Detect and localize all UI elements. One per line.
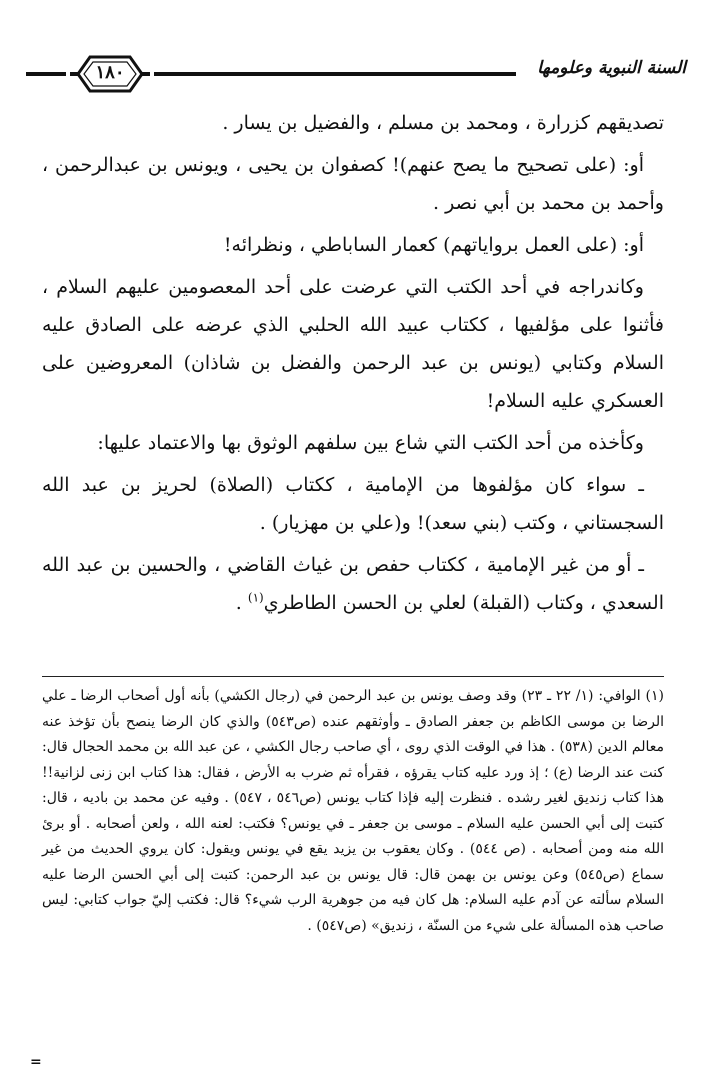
footnote (42, 684, 664, 939)
main-text (42, 104, 664, 626)
page-number: ١٨٠ (95, 62, 125, 83)
running-title: السنة النبوية وعلومها (537, 58, 686, 78)
footnote-text: (١) الوافي: (١/ ٢٢ ـ ٢٣) وقد وصف يونس بن عبد الرحمن في (رجال الكشي) بأنه أول أصحاب الرضا ـ علي الرضا بن موسى الكاظم بن جعفر الصادق ـ وأوثقهم عنده (ص٥٤٣) والذي كان الرضا ينصح بأن تؤخذ عنه معالم الدين (٥٣٨) . هذا في الوقت الذي روى ، أي صاحب رجال الكشي ، عن عبد الله بن محمد الحجال قال: كنت عند الرضا (ع) ؛ إذ ورد عليه كتاب يقرؤه ، فقرأه ثم ضرب به الأرض ، فقال: هذا كتاب ابن زنى لزانية!! هذا كتاب زنديق لغير رشده . فنظرت إليه فإذا كتاب يونس (ص٥٤٦ ، ٥٤٧) . وفيه عن محمد بن باديه ، قال: كتبت إلى أبي الحسن عليه السلام ـ موسى بن جعفر ـ في يونس؟ فكتب: لعنه الله ، ولعن أصحابه . أو برئ الله منه ومن أصحابه . (ص ٥٤٤) . وكان يعقوب بن يزيد يقع في يونس ويقول: كان يروي الحديث من غير سماع (ص٥٤٥) وعن يونس بن بهمن قال: قال يونس بن عبد الرحمن: كتبت إلى أبي الحسن الرضا عليه السلام سألته عن آدم عليه السلام: هل كان فيه من جوهرية الرب شيء؟ قال: فكتب إليّ جواب كتابي: ليس صاحب هذه المسألة على شيء من السنّة ، زنديق» (ص٥٤٧) . (42, 688, 665, 934)
footnote-separator (42, 676, 664, 677)
paragraph-text: ـ أو من غير الإمامية ، ككتاب حفص بن غياث القاضي ، والحسين بن عبد الله السعدي ، وكتاب (القبلة) لعلي بن الحسن الطاطري (42, 554, 664, 614)
paragraph: أو: (على تصحيح ما يصح عنهم)! كصفوان بن يحيى ، ويونس بن عبدالرحمن ، وأحمد بن محمد بن أبي نصر . (42, 154, 664, 214)
paragraph (42, 546, 664, 622)
paragraph: وكأخذه من أحد الكتب التي شاع بين سلفهم الوثوق بها والاعتماد عليها: (97, 432, 644, 454)
header-rule-end (26, 72, 66, 76)
paragraph: ـ سواء كان مؤلفوها من الإمامية ، ككتاب (الصلاة) لحريز بن عبد الله السجستاني ، وكتب (بني سعد)! و(علي بن مهزيار) . (42, 474, 664, 534)
header-rule (154, 72, 516, 76)
paragraph: أو: (على العمل برواياتهم) كعمار الساباطي ، ونظرائه! (223, 234, 644, 256)
paragraph-end: . (235, 592, 248, 614)
paragraph: وكاندراجه في أحد الكتب التي عرضت على أحد المعصومين عليهم السلام ، فأثنوا على مؤلفيها ، ككتاب عبيد الله الحلبي الذي عرضه على الصادق عليه السلام وكتابي (يونس بن عبد الرحمن والفضل بن شاذان) المعروضين على العسكري عليه السلام! (42, 276, 664, 412)
footnote-marker[interactable]: (١) (247, 590, 264, 605)
page-number-badge (68, 54, 152, 94)
continuation-mark: = (30, 1054, 42, 1070)
page-header (26, 52, 686, 96)
paragraph: تصديقهم كزرارة ، ومحمد بن مسلم ، والفضيل بن يسار . (222, 112, 664, 134)
